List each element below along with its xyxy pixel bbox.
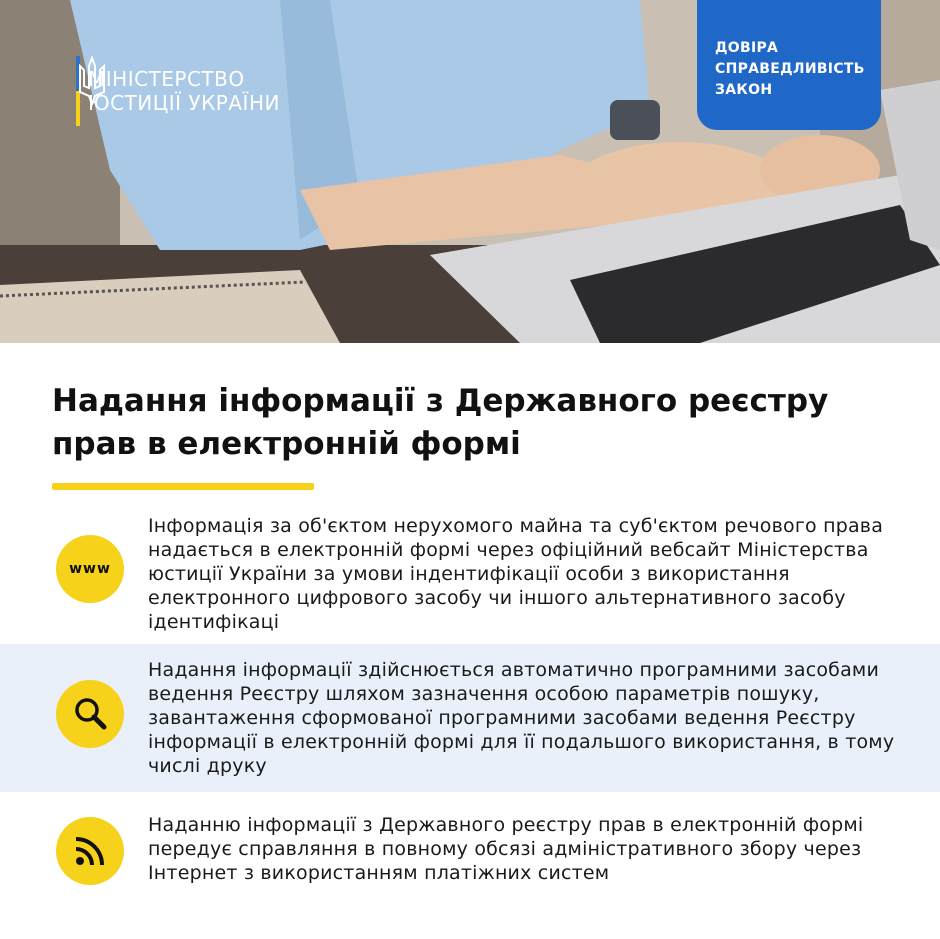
hero-photo <box>0 0 940 343</box>
info-text: Надання інформації здійснюється автоматично програмними засобами ведення Реєстру шляхом зазначення особою параметрів пошуку, завантаження сформованої програмними засобами ведення Реєстру інформації в електронній формі для її подальшого використання, в тому числі друку <box>148 659 895 777</box>
trident-icon <box>76 56 108 106</box>
badge-line-trust: ДОВІРА <box>715 40 779 56</box>
rss-glyph <box>71 832 109 870</box>
search-icon <box>56 680 124 748</box>
rss-icon <box>56 817 124 885</box>
values-badge <box>697 0 881 130</box>
info-text: Наданню інформації з Державного реєстру прав в електронній формі передує справляння в повному обсязі адміністративного збору через Інтернет з використанням платіжних систем <box>148 814 864 884</box>
www-icon <box>56 535 124 603</box>
ministry-name-line1: МІНІСТЕРСТВО <box>88 67 245 91</box>
ministry-logo <box>76 56 280 126</box>
title-line2-bold: електронній формі <box>177 426 521 462</box>
ministry-name-line2: ЮСТИЦІЇ УКРАЇНИ <box>88 91 280 115</box>
badge-line-law: ЗАКОН <box>715 82 773 98</box>
ministry-name <box>88 67 280 115</box>
title-underline <box>52 483 314 490</box>
page-title <box>52 380 892 466</box>
info-row-payment <box>0 796 940 906</box>
info-text: Інформація за об'єктом нерухомого майна та суб'єктом речового права надається в електронній формі через офіційний вебсайт Міністерства юстиції України за умови індентифікації особи з використання електронного цифрового засобу чи іншого альтернативного засобу ідентифікаці <box>148 515 884 633</box>
info-row-search <box>0 644 940 792</box>
www-icon-label: www <box>69 561 111 577</box>
info-row-website <box>0 505 940 640</box>
title-line2 <box>52 423 892 466</box>
title-line2-plain: прав в <box>52 426 178 462</box>
magnifier-glyph <box>70 694 110 734</box>
title-line1: Надання інформації з Державного реєстру <box>52 383 829 419</box>
badge-line-justice: СПРАВЕДЛИВІСТЬ <box>715 61 865 77</box>
